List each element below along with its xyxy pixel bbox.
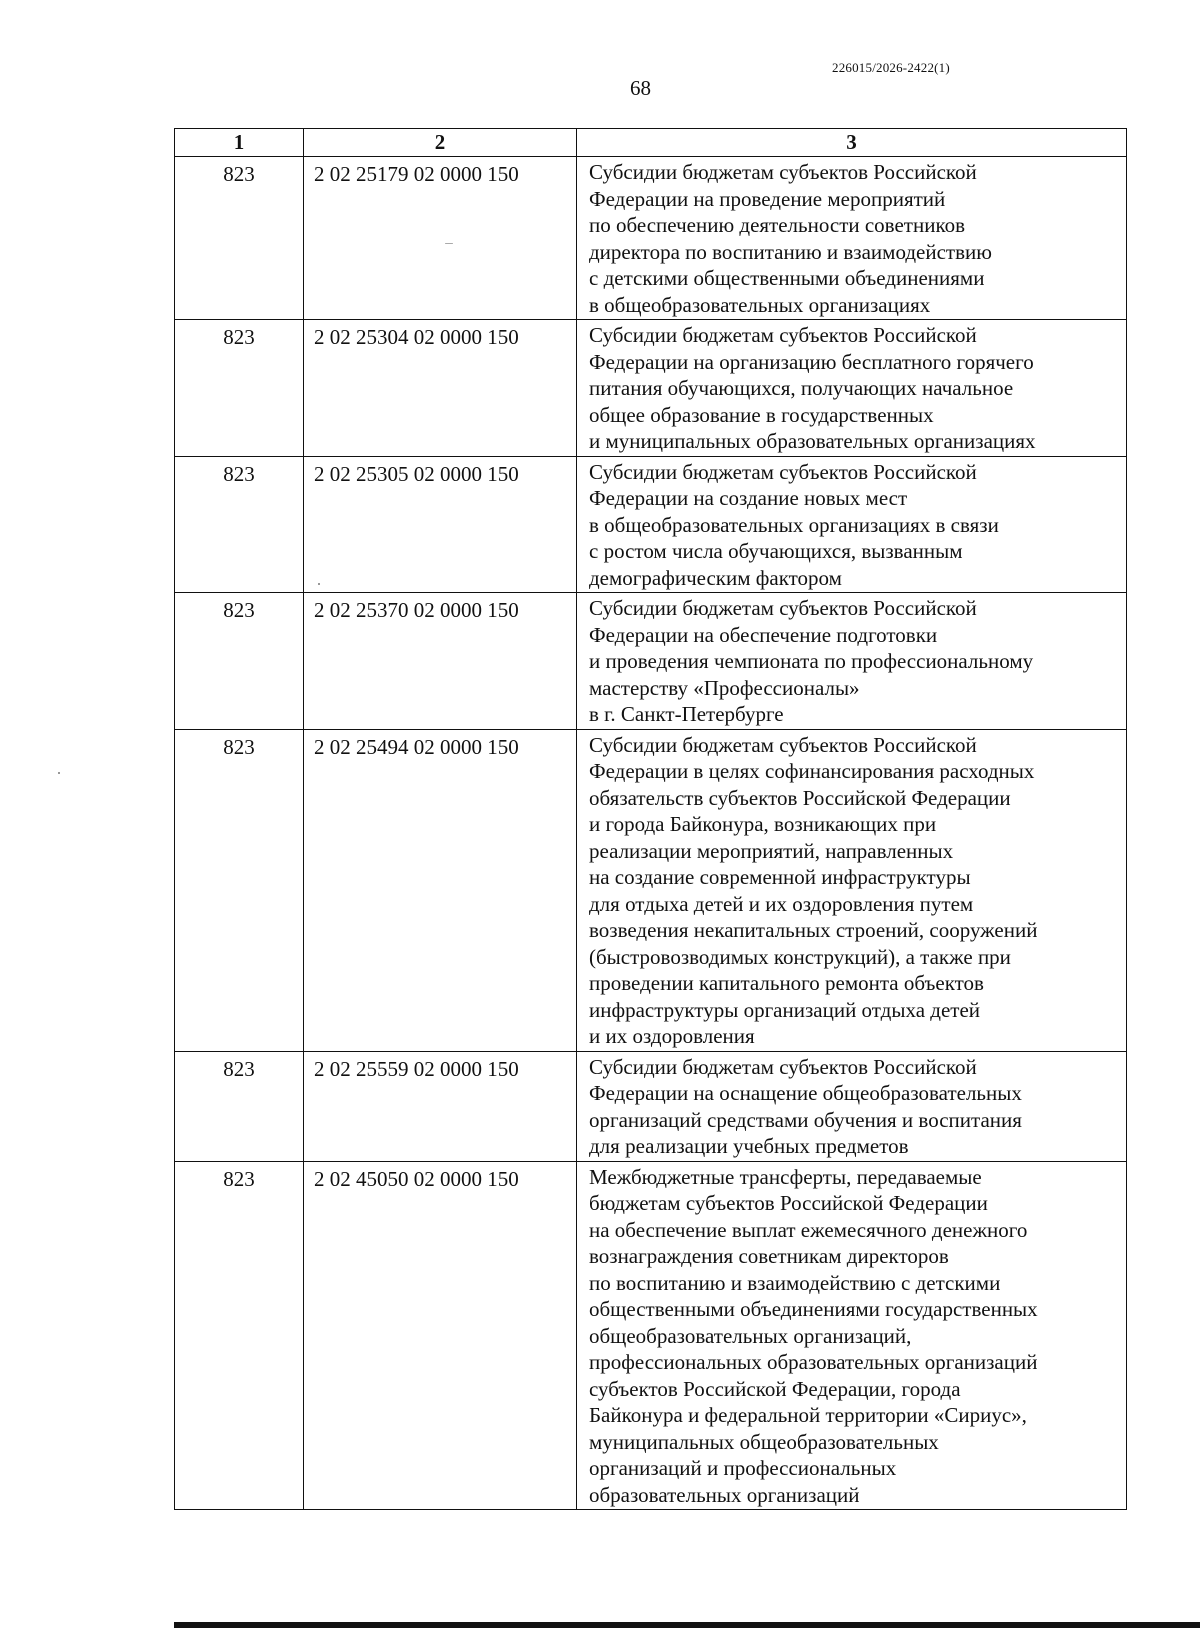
- table-body: [175, 157, 1127, 1510]
- description-line: на создание современной инфраструктуры: [589, 865, 971, 889]
- column-header-2: 2: [304, 129, 577, 157]
- revenue-code-cell: 2 02 25305 02 0000 150: [304, 456, 577, 593]
- administrator-code-cell: 823: [175, 1161, 304, 1510]
- description-line: в общеобразовательных организациях в связи: [589, 512, 999, 537]
- table-row: [175, 1161, 1127, 1510]
- description-line: мастерству «Профессионалы»: [589, 675, 860, 700]
- table-row: [175, 157, 1127, 320]
- scan-speck: [58, 772, 60, 774]
- revenue-description-cell: [577, 157, 1127, 320]
- description-line: в г. Санкт-Петербурге: [589, 702, 784, 726]
- table-row: [175, 456, 1127, 593]
- table-header-row: [175, 129, 1127, 157]
- description-line: Субсидии бюджетам субъектов Российской: [589, 732, 977, 757]
- description-line: Федерации на организацию бесплатного горячего: [589, 349, 1034, 374]
- revenue-description-cell: [577, 729, 1127, 1051]
- description-line: по обеспечению деятельности советников: [589, 213, 966, 237]
- description-line: с ростом числа обучающихся, вызванным: [589, 539, 963, 563]
- description-line: Субсидии бюджетам субъектов Российской: [589, 1054, 977, 1079]
- description-line: общественными объединениями государственных: [589, 1297, 1038, 1321]
- description-line: Федерации на проведение мероприятий: [589, 186, 946, 211]
- description-line: Байконура и федеральной территории «Сириус»,: [589, 1403, 1027, 1427]
- description-line: общеобразовательных организаций,: [589, 1323, 912, 1348]
- revenue-code-cell: 2 02 25370 02 0000 150: [304, 593, 577, 730]
- description-line: Федерации на обеспечение подготовки: [589, 622, 938, 647]
- revenue-description-cell: [577, 320, 1127, 457]
- description-line: Субсидии бюджетам субъектов Российской: [589, 323, 977, 347]
- description-line: (быстровозводимых конструкций), а также при: [589, 944, 1011, 969]
- description-line: Межбюджетные трансферты, передаваемые: [589, 1164, 982, 1189]
- revenue-description-cell: [577, 1051, 1127, 1161]
- description-line: Федерации на оснащение общеобразовательных: [589, 1081, 1022, 1105]
- description-line: проведении капитального ремонта объектов: [589, 971, 984, 995]
- description-line: с детскими общественными объединениями: [589, 266, 985, 290]
- description-line: образовательных организаций: [589, 1482, 860, 1507]
- revenue-description-cell: [577, 593, 1127, 730]
- administrator-code-cell: 823: [175, 729, 304, 1051]
- description-line: в общеобразовательных организациях: [589, 292, 931, 317]
- description-line: Федерации в целях софинансирования расходных: [589, 759, 1035, 783]
- table-row: [175, 320, 1127, 457]
- administrator-code-cell: 823: [175, 593, 304, 730]
- description-line: для отдыха детей и их оздоровления путем: [589, 891, 974, 916]
- column-header-1: 1: [175, 129, 304, 157]
- budget-classification-table: [174, 128, 1127, 1510]
- revenue-code-cell: 2 02 25494 02 0000 150: [304, 729, 577, 1051]
- revenue-code-cell: 2 02 25559 02 0000 150: [304, 1051, 577, 1161]
- description-line: демографическим фактором: [589, 565, 842, 590]
- description-line: по воспитанию и взаимодействию с детскими: [589, 1270, 1001, 1295]
- description-line: вознаграждения советникам директоров: [589, 1244, 949, 1268]
- description-line: обязательств субъектов Российской Федерации: [589, 785, 1011, 810]
- description-line: для реализации учебных предметов: [589, 1134, 909, 1158]
- page-number: 68: [630, 76, 651, 100]
- description-line: и проведения чемпионата по профессиональному: [589, 649, 1034, 673]
- description-line: Субсидии бюджетам субъектов Российской: [589, 160, 977, 184]
- revenue-code-cell: 2 02 25304 02 0000 150: [304, 320, 577, 457]
- document-registration-number: 226015/2026-2422(1): [832, 60, 950, 75]
- description-line: Субсидии бюджетам субъектов Российской: [589, 596, 977, 620]
- description-line: на обеспечение выплат ежемесячного денежного: [589, 1217, 1028, 1242]
- revenue-code-cell: 2 02 25179 02 0000 150: [304, 157, 577, 320]
- budget-classification-table-container: [174, 128, 1126, 1510]
- table-header: [175, 129, 1127, 157]
- description-line: субъектов Российской Федерации, города: [589, 1376, 961, 1401]
- description-line: питания обучающихся, получающих начальное: [589, 376, 1014, 400]
- description-line: муниципальных общеобразовательных: [589, 1429, 939, 1454]
- scan-speck: [445, 243, 453, 244]
- description-line: организаций средствами обучения и воспитания: [589, 1107, 1022, 1132]
- administrator-code-cell: 823: [175, 157, 304, 320]
- description-line: Субсидии бюджетам субъектов Российской: [589, 459, 977, 484]
- description-line: Федерации на создание новых мест: [589, 486, 908, 510]
- column-header-3: 3: [577, 129, 1127, 157]
- administrator-code-cell: 823: [175, 320, 304, 457]
- administrator-code-cell: 823: [175, 1051, 304, 1161]
- description-line: и муниципальных образовательных организациях: [589, 429, 1036, 453]
- table-row: [175, 1051, 1127, 1161]
- description-line: бюджетам субъектов Российской Федерации: [589, 1191, 988, 1215]
- description-line: и их оздоровления: [589, 1024, 755, 1048]
- scan-speck: [318, 583, 320, 585]
- description-line: директора по воспитанию и взаимодействию: [589, 239, 992, 264]
- administrator-code-cell: 823: [175, 456, 304, 593]
- description-line: профессиональных образовательных организаций: [589, 1350, 1038, 1374]
- description-line: общее образование в государственных: [589, 402, 934, 427]
- description-line: организаций и профессиональных: [589, 1456, 897, 1480]
- description-line: возведения некапитальных строений, сооружений: [589, 918, 1038, 942]
- revenue-description-cell: [577, 456, 1127, 593]
- scan-bottom-edge: [174, 1622, 1200, 1628]
- revenue-code-cell: 2 02 45050 02 0000 150: [304, 1161, 577, 1510]
- description-line: инфраструктуры организаций отдыха детей: [589, 997, 981, 1022]
- table-row: [175, 593, 1127, 730]
- revenue-description-cell: [577, 1161, 1127, 1510]
- table-row: [175, 729, 1127, 1051]
- description-line: и города Байконура, возникающих при: [589, 812, 937, 836]
- description-line: реализации мероприятий, направленных: [589, 838, 954, 863]
